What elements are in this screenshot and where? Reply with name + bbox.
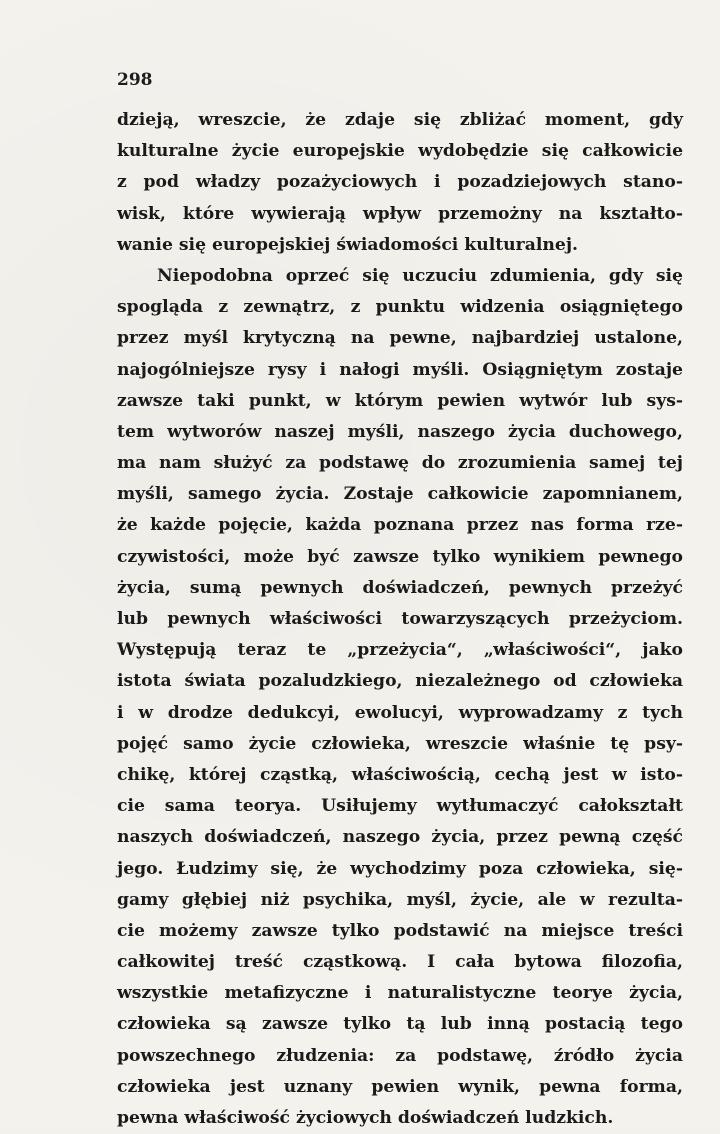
text-line: zawsze taki punkt, w którym pewien wytwór lub sys- <box>117 390 683 411</box>
text-line: naszych doświadczeń, naszego życia, przez pewną część <box>117 827 683 848</box>
text-line: całkowitej treść cząstkową. I cała bytowa filozofia, <box>117 952 683 973</box>
text-line: pewna właściwość życiowych doświadczeń ludzkich. <box>117 1108 614 1128</box>
text-line: pojęć samo życie człowieka, wreszcie właśnie tę psy- <box>117 733 683 754</box>
text-line: przez myśl krytyczną na pewne, najbardziej ustalone, <box>117 328 683 349</box>
text-line: istota świata pozaludzkiego, niezależnego od człowieka <box>117 671 683 692</box>
text-line: wanie się europejskiej świadomości kulturalnej. <box>117 234 579 255</box>
text-line: czywistości, może być zawsze tylko wynikiem pewnego <box>117 546 683 567</box>
body-text <box>117 105 683 1134</box>
page-number: 298 <box>117 70 153 90</box>
text-line: gamy głębiej niż psychika, myśl, życie, ale w rezulta- <box>117 889 683 910</box>
text-line: dzieją, wreszcie, że zdaje się zbliżać moment, gdy <box>117 110 683 130</box>
text-line: Niepodobna oprzeć się uczuciu zdumienia, gdy się <box>157 265 683 286</box>
text-line: życia, sumą pewnych doświadczeń, pewnych przeżyć <box>117 577 683 598</box>
text-line: wszystkie metafizyczne i naturalistyczne teorye życia, <box>117 983 683 1004</box>
text-line: że każde pojęcie, każda poznana przez nas forma rze- <box>117 515 683 536</box>
text-line: Występują teraz te „przeżycia“, „właściwości“, jako <box>117 640 683 661</box>
text-line: wisk, które wywierają wpływ przemożny na kształto- <box>117 203 683 224</box>
text-line: najogólniejsze rysy i nałogi myśli. Osiągniętym zostaje <box>117 359 683 380</box>
text-line: chikę, której cząstką, właściwością, cechą jest w isto- <box>117 764 683 785</box>
text-line: spogląda z zewnątrz, z punktu widzenia osiągniętego <box>117 297 683 318</box>
text-line: i w drodze dedukcyi, ewolucyi, wyprowadzamy z tych <box>117 702 683 723</box>
text-line: myśli, samego życia. Zostaje całkowicie zapomnianem, <box>117 484 683 505</box>
text-line: człowieka są zawsze tylko tą lub inną postacią tego <box>117 1014 683 1035</box>
text-line: powszechnego złudzenia: za podstawę, źródło życia <box>117 1045 683 1066</box>
text-line: cie możemy zawsze tylko podstawić na miejsce treści <box>117 920 683 941</box>
text-line: człowieka jest uznany pewien wynik, pewna forma, <box>117 1076 683 1097</box>
text-line: z pod władzy pozażyciowych i pozadziejowych stano- <box>117 172 683 193</box>
text-line: jego. Łudzimy się, że wychodzimy poza człowieka, się- <box>117 858 683 879</box>
text-line: tem wytworów naszej myśli, naszego życia duchowego, <box>117 421 683 442</box>
text-line: kulturalne życie europejskie wydobędzie się całkowicie <box>117 141 683 162</box>
text-line: cie sama teorya. Usiłujemy wytłumaczyć całokształt <box>117 796 683 817</box>
text-line: ma nam służyć za podstawę do zrozumienia samej tej <box>117 453 683 474</box>
text-line: lub pewnych właściwości towarzyszących przeżyciom. <box>117 609 683 629</box>
